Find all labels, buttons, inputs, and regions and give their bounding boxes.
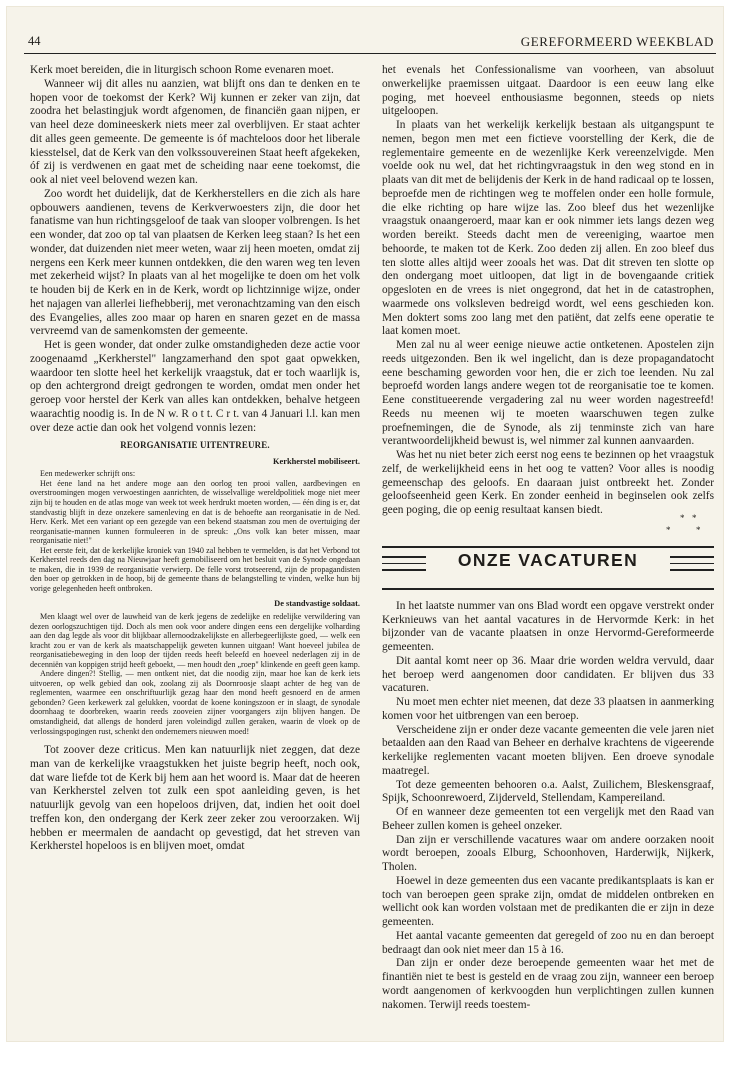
quoted-paragraph: Het éene land na het andere moge aan den oorlog ten prooi vallen, aardbevingen en overstroomingen mogen verwoestingen aanrichten, de wisselvallige wereldpolitiek moge niet meer zijn bij te houden en de atlas moge van week tot week herdrukt moeten worden, — één ding is er, dat standvastig blijft in deze onzekere samenleving en dat is de behoefte aan reorganisatie in de Ned. Herv. Kerk. Met een variant op een gezegde van een bekend staatsman zou men de overtuiging der reorganisatie-mannen kunnen formuleeren in de spreuk: „Ons volk kan beter missen, maar reorganisatie niet!" xyxy=(30,478,360,546)
paragraph: Zoo wordt het duidelijk, dat de Kerkherstellers en die zich als hare opbouwers aandienen, tevens de Kerkverwoesters zijn, die door het fanatisme van hun richtingsgeloof de taak van slooper volbrengen. Is het een wonder, dat zoo op tal van plaatsen de Kerken leeg staan? Is het een wonder, dat duizenden niet meer weten, waar zij heen moeten, omdat zij nergens een Kerk meer kunnen ontdekken, die den waren weg ten leven met zekerheid wijst? In plaats van al het mogelijke te doen om het volk te houden bij de Kerk en in de Kerk, wordt op lichtzinnige wijze, onder het najagen van allerlei liefhebberij, met veronachtzaming van den eisch des Evangelies, alles zoo maar op haren en snaren gezet en de massa vervreemd van de samenkomsten der gemeente. xyxy=(30,187,360,338)
paragraph: In het laatste nummer van ons Blad wordt een opgave verstrekt onder Kerknieuws van het aantal vacatures in de Hervormde Kerk: in het bijzonder van de vacante plaatsen in onze Hervormd-Gereformeerde gemeenten. xyxy=(382,599,714,653)
quoted-article-heading: REORGANISATIE UITENTREURE. xyxy=(120,440,270,451)
paragraph: Was het nu niet beter zich eerst nog eens te bezinnen op het vraagstuk zelf, de werkelijkheid eens in het oog te vatten? Voor alles is noodig gemeenschap des geloofs. En daaraan juist ontbreekt het. Zonder geloofseenheid geen Kerk. En zonder eenheid in beginselen ook zelfs geen poging, die op eenig resultaat kansen biedt. xyxy=(382,449,714,516)
section-title: ONZE VACATUREN xyxy=(457,549,639,570)
paragraph: Kerk moet bereiden, die in liturgisch schoon Rome evenaren moet. xyxy=(30,64,334,76)
paragraph: In plaats van het werkelijk kerkelijk bestaan als uitgangspunt te nemen, begon men met een fictieve voorstelling der Kerk, die de reglementaire gemeente en de wezenlijke Kerk vereenzelvigde. Men voelde ook nu wel, dat het richtingvraagstuk in den weg stond en in plaats van dit met de belijdenis der Kerk in de hand radicaal op te lossen, beproefde men de richtingen weg te moffelen onder een holle formule, die elke richting op hare wijze las. Zoo bleef dus het wezenlijke vraagstuk onaangeroerd, maar kan er ook nimmer iets langs dezen weg worden bereikt. Steeds dacht men de vereeniging, waartoe men behoorde, te maken tot de Kerk. Zoo deden zij allen. En zoo bleef dus ten slotte alles altijd weer zooals het was. Dat dit streven ten slotte op den ondergang moet uitloopen, dat ligt in de bovengaande critiek opgesloten en de vrees is niet ongegrond, dat het in de catastrophen, waarmede ons volksleven bedreigd wordt, wel eens geschieden kon. Men doktert soms zoo lang met den patiënt, dat zelfs eene operatie te laat komen moet. xyxy=(382,119,714,338)
paragraph: Men zal nu al weer eenige nieuwe actie ontketenen. Apostelen zijn reeds uitgezonden. Ben ik wel ingelicht, dan is deze propagandatocht eene beschaming geworden voor hen, die er zich toe leenden. Nu zal beproefd worden langs andere wegen tot de reorganisatie toe te komen. Eene constitueerende vergadering zal nu weer worden nagestreefd! Reeds nu meenen wij te moeten waarschuwen tegen zulke proefnemingen, die de Synode, als zij tenminste zich van hare verantwoordelijkheid bewust is, wel nimmer zal kunnen aanvaarden. xyxy=(382,339,714,448)
paragraph: Het is geen wonder, dat onder zulke omstandigheden deze actie voor zoogenaamd „Kerkherstel" langzamerhand den spot gaat opwekken, waardoor ten slotte heel het kerkelijk vraagstuk, dat er toch waarlijk is, op den achtergrond dreigt gedrongen te worden, omdat men onder het geroep voor herstel der Kerk van alles kan ontdekken, behalve hetgeen waarachtig noodig is. In de N w. R o t t. C r t. van 4 Januari l.l. kan men over deze actie dan ook het volgend vonnis lezen: xyxy=(30,339,360,434)
paragraph: Tot zoover deze criticus. Men kan natuurlijk niet zeggen, dat deze man van de kerkelijke vraagstukken het juiste begrip heeft, noch ook, dat ware liefde tot de Kerk bij hem aan het woord is. Maar dat de heeren van Kerkherstel zelven tot zulk een spot aanleiding geven, is het natuurlijk gevolg van een hopeloos drijven, dat, indien het ooit doel treffen kon, den ondergang der Kerk zeer zeker zou veroorzaken. Wij hebben er meermalen de aandacht op gevestigd, dat het streven van Kerkherstel hopeloos is en blijven moet, omdat xyxy=(30,744,360,853)
paragraph: Of en wanneer deze gemeenten tot een vergelijk met den Raad van Beheer zullen komen is geheel onzeker. xyxy=(382,806,714,832)
quoted-subheading: De standvastige soldaat. xyxy=(274,599,360,609)
left-column xyxy=(30,64,360,854)
header-rule xyxy=(24,53,716,54)
right-column xyxy=(382,64,714,1012)
paragraph: Dit aantal komt neer op 36. Maar drie worden weldra vervuld, daar het beroep werd aangenomen door candidaten. Er blijven dus 33 vacaturen. xyxy=(382,654,714,695)
quoted-paragraph: Men klaagt wel over de lauwheid van de kerk jegens de zedelijke en redelijke verwildering van dezen oorlogszuchtigen tijd. Doch als men ook voor andere dingen eens een dergelijke volharding aan den dag legde als voor dit blijkbaar allernoodzakelijkste en allerbegeerlijkste goed, — welk een kracht zou er van de kerk als maatschappelijk geweten kunnen uitgaan! Want hoeveel jubilea de reorganisatiebeweging in den loop der tijden reeds heeft beleefd en hoeveel nederlagen zij in de decenniën van koppigen strijd heeft geboekt, — men houdt den „roep" klinkende en geeft geen kamp. xyxy=(30,612,360,669)
paragraph: het evenals het Confessionalisme van voorheen, van absoluut onwerkelijke praemissen uitgaat. Daardoor is een eeuw lang elke poging, met hoeveel enthousiasme begonnen, steeds op niets uitgeloopen. xyxy=(382,64,714,118)
quoted-article xyxy=(30,441,360,736)
quoted-paragraph: Het eerste feit, dat de kerkelijke kroniek van 1940 zal hebben te vermelden, is dat het Verbond tot Kerkherstel reeds den dag na Nieuwjaar heeft gemobiliseerd om het besluit van de Synode ongedaan te maken, die in 1939 de reorganisatie verwierp. De felle vorst trotseerend, zijn de propagandisten den boer op getrokken in de hoop, bij de gemeente thans de belangstelling te vinden, welke hun bij vorige gelegenheden heeft ontbroken. xyxy=(30,545,360,593)
paragraph: Het aantal vacante gemeenten dat geregeld of zoo nu en dan beroept bedraagt dan ook niet meer dan 15 à 16. xyxy=(382,929,714,956)
quoted-paragraph: Een medewerker schrijft ons: xyxy=(40,469,136,479)
section-header xyxy=(382,546,714,590)
publication-title: GEREFORMEERD WEEKBLAD xyxy=(520,34,714,49)
paragraph: Tot deze gemeenten behooren o.a. Aalst, Zuilichem, Bleskensgraaf, Spijk, Schoonrewoerd, Zijderveld, Stellendam, Kampereiland. xyxy=(382,778,714,805)
quoted-subheading: Kerkherstel mobiliseert. xyxy=(273,456,360,466)
paragraph: Wanneer wij dit alles nu aanzien, wat blijft ons dan te denken en te hopen voor de toekomst der Kerk? Wij kunnen er zeker van zijn, dat zoodra het belastingjuk wordt afgenomen, de financiën gaan nijpen, er van heel deze domineeskerk niets meer zal overblijven. Er staat achter dit alles geen gemeente. De gemeente is óf machteloos door het liberale kiesstelsel, dat de Kerk van den volkssouvereinen Staat heeft afgekeken, óf zij is verdwenen en gaat met de scheiding naar eene toekomst, die ook al niet veel belovend wezen kan. xyxy=(30,77,360,186)
page-header xyxy=(24,34,716,52)
section-break-asterisks: * * * * xyxy=(666,512,701,535)
paragraph: Dan zijn er verschillende vacatures waar om andere oorzaken nooit wordt beroepen, zooals Elburg, Schoonhoven, Harderwijk, Nijkerk, Tholen. xyxy=(382,833,714,873)
paragraph: Hoewel in deze gemeenten dus een vacante predikantsplaats is kan er toch van beroepen geen sprake zijn, omdat de middelen ontbreken en wellicht ook kan worden volstaan met de predikanten die er zijn in deze gemeenten. xyxy=(382,874,714,928)
paragraph: Nu moet men echter niet meenen, dat deze 33 plaatsen in aanmerking komen voor het uitbrengen van een beroep. xyxy=(382,696,714,722)
page-number: 44 xyxy=(28,34,41,48)
paragraph: Dan zijn er onder deze beroepende gemeenten waar het met de finantiën niet te best is gesteld en de vraag zou zijn, wanneer een beroep wordt aangenomen of kerkvoogden hun verplichtingen zullen kunnen nakomen. Terwijl reeds toestem- xyxy=(382,957,714,1011)
paragraph: Verscheidene zijn er onder deze vacante gemeenten die vele jaren niet betaalden aan den Raad van Beheer en derhalve krachtens de vigeerende kerkelijke reglementen vacant moeten blijven. Een droeve synodale maatregel. xyxy=(382,723,714,777)
decorative-rules xyxy=(670,556,714,576)
quoted-paragraph: Andere dingen?! Stellig, — men ontkent niet, dat die noodig zijn, maar hoe kan de kerk iets uitvoeren, op welk gebied dan ook, zoolang zij als Doornroosje slaapt achter de heg van de reglementen, waarmee een onschriftuurlijk gezag haar den mond heeft gesnoerd en de armen gebonden? Geen kerkewerk zal gelukken, voordat de koene koningszoon er in slaagt, de synodale doornhaag te doorbreken, waarin reeds zooveien zijner voorgangers zijn blijven hangen. De omstandigheid, dat allengs de honderd jaren voleindigd zullen geraken, waarin de vloek op de verlossingspogingen rust, schenkt den ondernemers nieuwen moed! xyxy=(30,669,360,736)
